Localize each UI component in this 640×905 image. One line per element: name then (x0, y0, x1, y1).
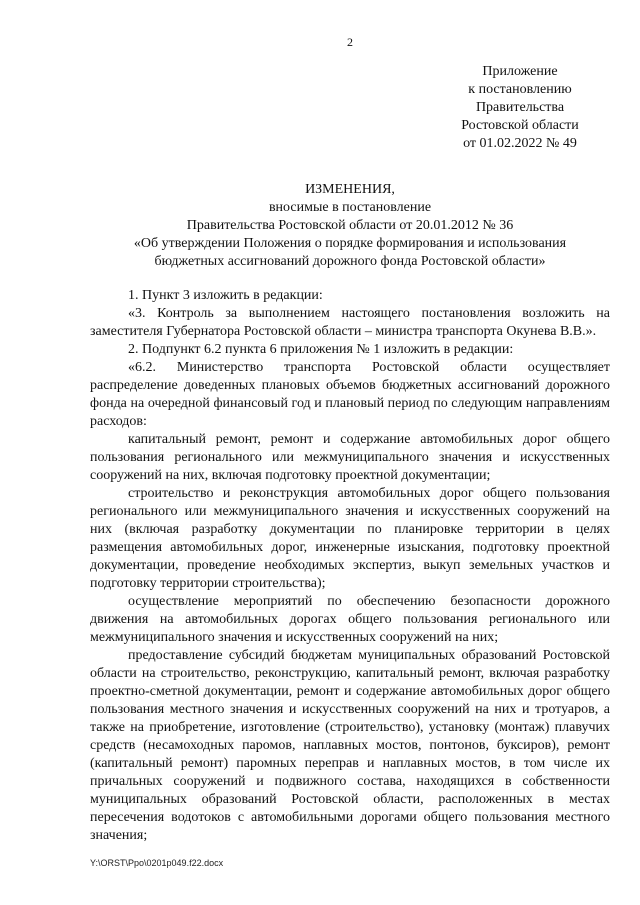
body-paragraph: 2. Подпункт 6.2 пункта 6 приложения № 1 изложить в редакции: (128, 342, 514, 357)
document-heading (90, 181, 610, 271)
body-paragraph: 1. Пункт 3 изложить в редакции: (128, 288, 323, 303)
appendix-line: Приложение (482, 64, 558, 79)
body-paragraph: предоставление субсидий бюджетам муниципальных образований Ростовской области на строительство, реконструкцию, капитальный ремонт, включая разработку проектно-сметной документации, ремонт и содержание автомобильных дорог общего пользования местного значения и искусственных сооружений на них и тротуаров, а также на приобретение, изготовление (строительство), установку (монтаж) плавучих средств (несамоходных паромов, наплавных мостов, понтонов, буксиров), ремонт (капитальный ремонт) паромных переправ и наплавных мостов, в том числе их причальных сооружений и подвижного состава, находящихся в собственности муниципальных образований Ростовской области, расположенных в местах пересечения водотоков с автомобильными дорогами общего пользования местного значения; (90, 648, 610, 843)
body-paragraph: строительство и реконструкция автомобильных дорог общего пользования регионального или межмуниципального значения и искусственных сооружений на них (включая разработку документации по планировке территории в целях размещения автомобильных дорог, инженерные изыскания, подготовку проектной документации, проведение необходимых экспертиз, выкуп земельных участков и подготовку территории строительства); (90, 486, 610, 591)
document-body (90, 287, 610, 845)
appendix-line: Правительства (475, 100, 565, 115)
appendix-line: к постановлению (468, 82, 572, 97)
heading-line: «Об утверждении Положения о порядке формирования и использования (133, 236, 567, 251)
body-paragraph: «3. Контроль за выполнением настоящего постановления возложить на заместителя Губернатора Ростовской области – министра транспорта Окунева В.В.». (90, 306, 610, 339)
appendix-line: Ростовской области (461, 118, 579, 133)
heading-line: Правительства Ростовской области от 20.01.2012 № 36 (186, 218, 514, 233)
appendix-line: от 01.02.2022 № 49 (463, 136, 577, 151)
heading-line: бюджетных ассигнований дорожного фонда Ростовской области» (154, 254, 546, 269)
body-paragraph: капитальный ремонт, ремонт и содержание автомобильных дорог общего пользования регионального или межмуниципального значения и искусственных сооружений на них, включая подготовку проектной документации; (90, 432, 610, 483)
heading-line: вносимые в постановление (268, 200, 432, 215)
page-number: 2 (347, 35, 353, 49)
body-paragraph: «6.2. Министерство транспорта Ростовской области осуществляет распределение доведенных плановых объемов бюджетных ассигнований дорожного фонда на очередной финансовый год и плановый период по следующим направлениям расходов: (90, 360, 610, 429)
heading-title: ИЗМЕНЕНИЯ, (305, 182, 395, 197)
file-path-footer: Y:\ORST\Ppo\0201p049.f22.docx (90, 858, 224, 868)
appendix-block (430, 63, 610, 153)
body-paragraph: осуществление мероприятий по обеспечению безопасности дорожного движения на автомобильных дорогах общего пользования регионального или межмуниципального значения и искусственных сооружений на них; (90, 594, 610, 645)
